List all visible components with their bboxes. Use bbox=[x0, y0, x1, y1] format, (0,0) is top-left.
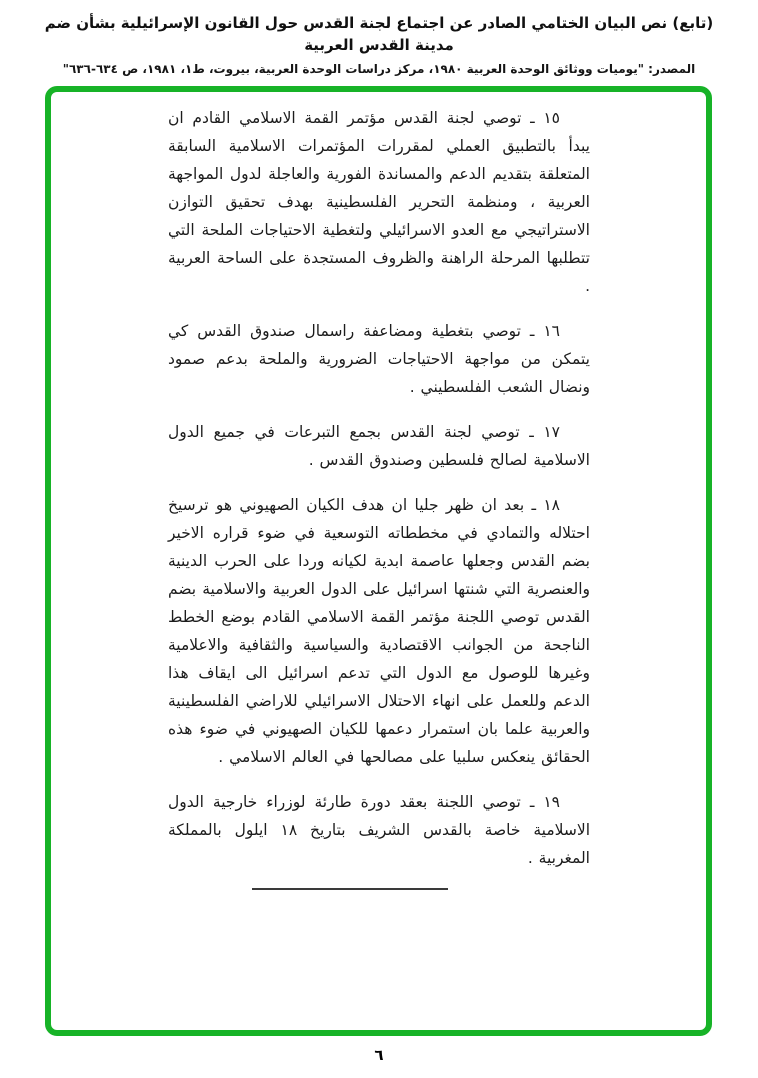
page-number: ٦ bbox=[374, 1046, 384, 1064]
page-header bbox=[0, 12, 758, 78]
document-source: المصدر: "يوميات ووثائق الوحدة العربية ١٩٨٠، مركز دراسات الوحدة العربية، بيروت، ط١، ١٩٨١، ص ٦٣٤-٦٣٦" bbox=[62, 62, 696, 76]
document-body bbox=[168, 104, 590, 889]
paragraph-16: ١٦ ـ توصي بتغطية ومضاعفة راسمال صندوق القدس كي يتمكن من مواجهة الاحتياجات الضرورية والملحة بدعم صمود ونضال الشعب الفلسطيني . bbox=[168, 322, 590, 396]
paragraph-18: ١٨ ـ بعد ان ظهر جليا ان هدف الكيان الصهيوني هو ترسيخ احتلاله والتمادي في مخططاته التوسعية في ضوء قراره الاخير بضم القدس وجعلها عاصمة ابدية لكيانه وردا على الحرب الدينية والعنصرية التي شنتها اسرائيل على الدول العربية والاسلامية بضم القدس توصي اللجنة مؤتمر القمة الاسلامي القادم بوضع الخطط الناجحة من الجوانب الاقتصادية والسياسية والثقافية والاعلامية وغيرها للوصول مع الدول التي تدعم اسرائيل الى ايقاف هذا الدعم وللعمل على انهاء الاحتلال الاسرائيلي للاراضي الفلسطينية والعربية علما بان استمرار دعمها للكيان الصهيوني في ضوء هذه الحقائق ينعكس سلبيا على مصالحها في العالم الاسلامي . bbox=[168, 496, 590, 766]
paragraph-19: ١٩ ـ توصي اللجنة بعقد دورة طارئة لوزراء خارجية الدول الاسلامية خاصة بالقدس الشريف بتاريخ ١٨ ايلول بالمملكة المغربية . bbox=[168, 793, 591, 867]
paragraph-17: ١٧ ـ توصي لجنة القدس بجمع التبرعات في جميع الدول الاسلامية لصالح فلسطين وصندوق القدس . bbox=[168, 423, 590, 469]
document-title: (تابع) نص البيان الختامي الصادر عن اجتماع لجنة القدس حول القانون الإسرائيلية بشأن ضم مدينة القدس العربية bbox=[44, 14, 714, 54]
paragraph-15: ١٥ ـ توصي لجنة القدس مؤتمر القمة الاسلامي القادم ان يبدأ بالتطبيق العملي لمقررات المؤتمرات الاسلامية السابقة المتعلقة بتقديم الدعم والمساندة الفورية والعاجلة لدول المواجهة العربية ، ومنظمة التحرير الفلسطينية بهدف تحقيق التوازن الاستراتيجي مع العدو الاسرائيلي ولتغطية الاحتياجات الملحة التي تتطلبها المرحلة الراهنة والظروف المستجدة على الساحة العربية . bbox=[168, 109, 590, 295]
signature-divider bbox=[252, 888, 448, 890]
